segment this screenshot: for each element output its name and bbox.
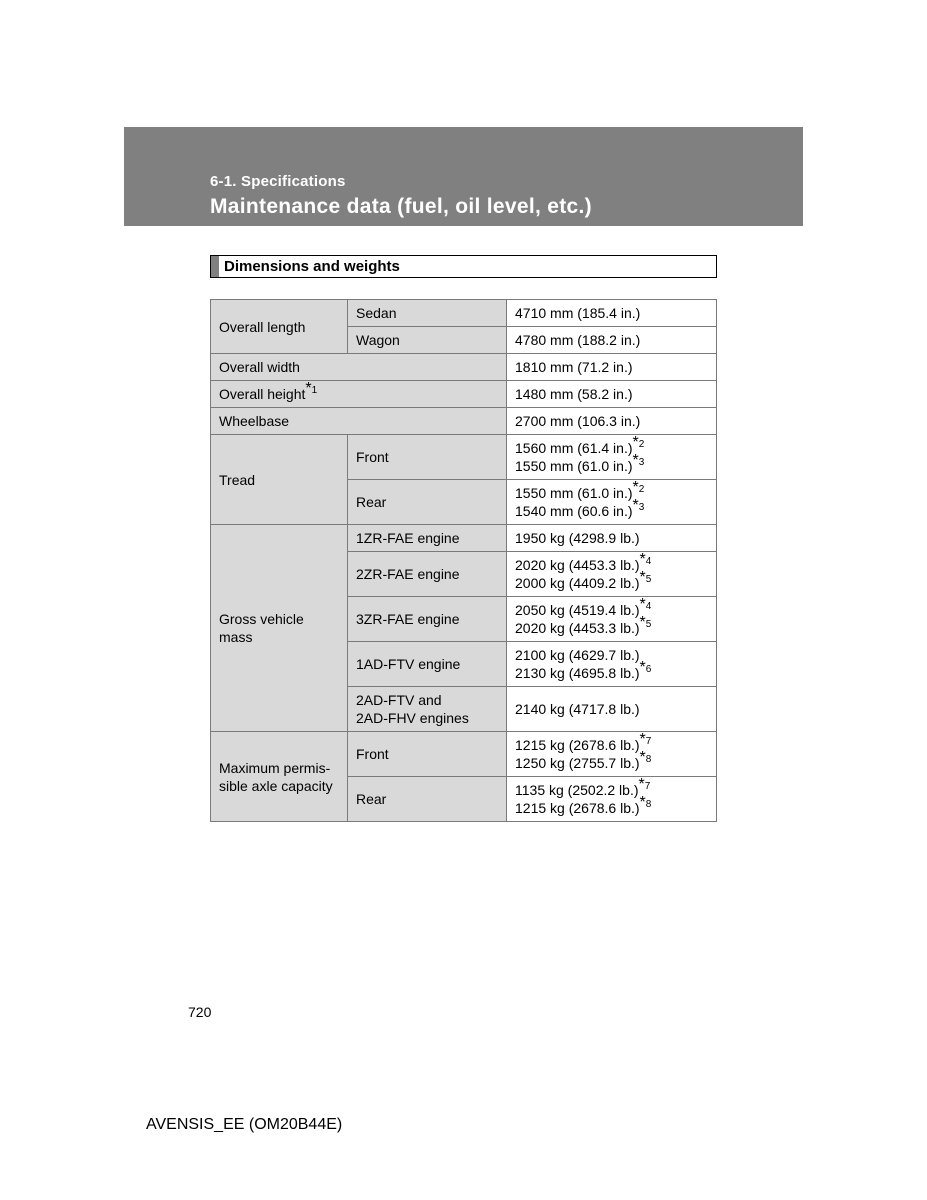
tread-rear-label: Rear xyxy=(348,480,507,525)
value-line: 2100 kg (4629.7 lb.) xyxy=(515,647,640,663)
subsection-heading xyxy=(210,255,717,278)
overall-length-label: Overall length xyxy=(211,300,348,354)
value-line: 2020 kg (4453.3 lb.)$^{*4}$ xyxy=(515,551,652,573)
section-number: 6-1. Specifications xyxy=(210,173,346,190)
wheelbase-value: 2700 mm (106.3 in.) xyxy=(507,408,717,435)
engine-2ad-value: 2140 kg (4717.8 lb.) xyxy=(507,687,717,732)
tread-rear-value xyxy=(507,480,717,525)
value-line: 2000 kg (4409.2 lb.)$^{*5}$ xyxy=(515,569,652,591)
value-line: 1540 mm (60.6 in.)$^{*3}$ xyxy=(515,497,645,519)
engine-1zr-value: 1950 kg (4298.9 lb.) xyxy=(507,525,717,552)
value-line: 1135 kg (2502.2 lb.)$^{*7}$ xyxy=(515,776,651,798)
engine-2zr-value xyxy=(507,552,717,597)
page-number: 720 xyxy=(188,1004,212,1020)
table-row xyxy=(211,435,717,480)
wagon-value: 4780 mm (188.2 in.) xyxy=(507,327,717,354)
wheelbase-label: Wheelbase xyxy=(211,408,507,435)
table-row xyxy=(211,408,717,435)
subsection-title: Dimensions and weights xyxy=(224,258,400,275)
value-line: 1215 kg (2678.6 lb.)$^{*8}$ xyxy=(515,794,652,816)
value-line: 2130 kg (4695.8 lb.)$^{*6}$ xyxy=(515,659,652,681)
axle-capacity-label: Maximum permis- sible axle capacity xyxy=(211,732,348,822)
value-line: 2020 kg (4453.3 lb.)$^{*5}$ xyxy=(515,614,652,636)
gross-vehicle-mass-label: Gross vehicle mass xyxy=(211,525,348,732)
engine-2zr-label: 2ZR-FAE engine xyxy=(348,552,507,597)
tread-front-value xyxy=(507,435,717,480)
axle-rear-label: Rear xyxy=(348,777,507,822)
axle-front-label: Front xyxy=(348,732,507,777)
overall-height-label: Overall height xyxy=(219,386,306,402)
value-line: 1215 kg (2678.6 lb.)$^{*7}$ xyxy=(515,731,652,753)
engine-1ad-value xyxy=(507,642,717,687)
document-footer: AVENSIS_EE (OM20B44E) xyxy=(146,1116,343,1133)
dimensions-table xyxy=(210,299,717,822)
value-line: 1250 kg (2755.7 lb.)$^{*8}$ xyxy=(515,749,652,771)
engine-1ad-label: 1AD-FTV engine xyxy=(348,642,507,687)
wagon-label: Wagon xyxy=(348,327,507,354)
overall-width-value: 1810 mm (71.2 in.) xyxy=(507,354,717,381)
value-line: 2050 kg (4519.4 lb.)$^{*4}$ xyxy=(515,596,652,618)
engine-1zr-label: 1ZR-FAE engine xyxy=(348,525,507,552)
value-line: 1560 mm (61.4 in.)$^{*2}$ xyxy=(515,434,645,456)
table-row xyxy=(211,354,717,381)
overall-height-value: 1480 mm (58.2 in.) xyxy=(507,381,717,408)
footnote-ref: *1 xyxy=(305,380,318,397)
engine-3zr-label: 3ZR-FAE engine xyxy=(348,597,507,642)
heading-marker xyxy=(211,256,219,277)
engine-3zr-value xyxy=(507,597,717,642)
sedan-value: 4710 mm (185.4 in.) xyxy=(507,300,717,327)
page-title: Maintenance data (fuel, oil level, etc.) xyxy=(210,195,592,218)
table-row xyxy=(211,525,717,552)
tread-front-label: Front xyxy=(348,435,507,480)
overall-height-cell xyxy=(211,381,507,408)
chapter-header xyxy=(124,127,803,226)
axle-front-value xyxy=(507,732,717,777)
table-row xyxy=(211,300,717,327)
table-row xyxy=(211,732,717,777)
tread-label: Tread xyxy=(211,435,348,525)
sedan-label: Sedan xyxy=(348,300,507,327)
value-line: 1550 mm (61.0 in.)$^{*3}$ xyxy=(515,452,645,474)
overall-width-label: Overall width xyxy=(211,354,507,381)
table-row xyxy=(211,381,717,408)
engine-2ad-label: 2AD-FTV and 2AD-FHV engines xyxy=(348,687,507,732)
axle-rear-value xyxy=(507,777,717,822)
value-line: 1550 mm (61.0 in.)$^{*2}$ xyxy=(515,479,645,501)
